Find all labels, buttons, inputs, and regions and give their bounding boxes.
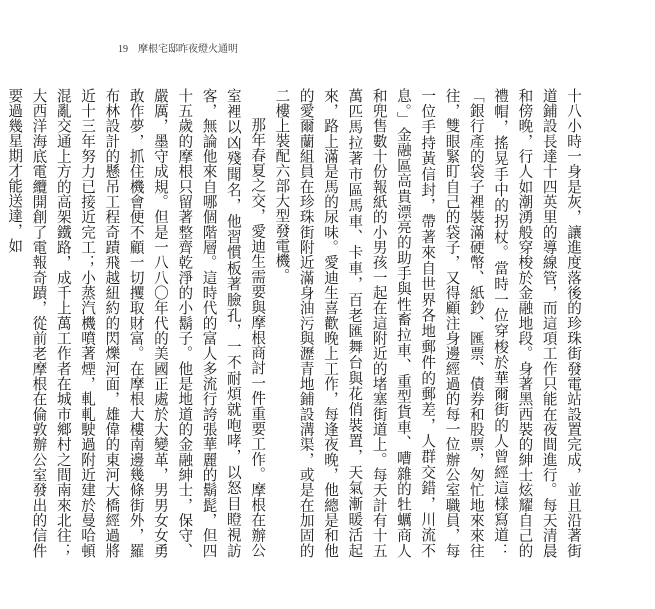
- paragraph-2: 那年春夏之交，愛迪生需要與摩根商討一件重要工作。摩根在辦公室裡以凶殘聞名，他習慣板著臉孔，一不耐煩就咆哮，以怒目瞪視訪客，無論他來自哪個階層。這時代的富人多流行誇張華麗的鬍髭，但四十五歲的摩根只留著整齊乾淨的小鬍子。他是地道的金融紳士，保守、嚴厲，墨守成規。但是一八八〇年代的美國正處於大變革，男男女女勇敢作夢，抓住機會便不顧一切攫取財富。在摩根大樓南邊幾條街外，羅布林設計的懸吊工程奇蹟飛越紐約的閃爍河面，雄偉的東河大橋經過將近十三年努力已接近完工；小蒸汽機噴著煙，軋軋駛過附近建於曼哈頓混亂交通上方的高架鐵路，成千上萬工作者在城市鄉村之間南來北往；大西洋海底電纜開創了電報奇蹟，從前老摩根在倫敦辦公室發出的信件要過幾星期才能送達，如: [6, 88, 267, 558]
- vertical-body-text: [6, 88, 585, 558]
- page-number: 19: [118, 44, 128, 55]
- paragraph-1: 十八小時一身是灰，讓進度落後的珍珠街發電站設置完成，並且沿著街道鋪設長達十四英里的導線管，而這項工作只能在夜間進行。每天清晨和傍晚，行人如潮湧般穿梭於金融地段。身著黑西裝的紳士炫耀自己的禮帽，搖晃手中的拐杖。當時一位穿梭於華爾街的人曾經這樣寫道：「銀行產的袋子裡裝滿硬幣、紙鈔、匯票、債券和股票，匆忙地來來往往，雙眼緊盯自己的袋子，又得顧注身邊經過的每一位辦公室職員，每一位手持黃信封，帶著來自世界各地郵件的郵差，人群交錯，川流不息。」金融區高貴漂亮的助手與性畜拉車、重型貨車、嘈雜的牡蠣商人和兜售數十份報紙的小男孩一起在這附近的堵塞街道上。每天計有十五萬匹馬拉著市區馬車、卡車，百老匯舞台與花俏裝置，天氣漸暖活起來，路上滿是馬的尿味。愛迪生喜歡晚上工作，每逢夜晚，他總是和他的愛爾蘭組員在珍珠街附近滿身油污與瀝青地鋪設溝渠，或是在加固的二樓上裝配六部大型發電機。: [273, 88, 582, 558]
- running-header: [118, 40, 238, 55]
- running-title: 摩根宅邸昨夜燈火通明: [138, 44, 238, 55]
